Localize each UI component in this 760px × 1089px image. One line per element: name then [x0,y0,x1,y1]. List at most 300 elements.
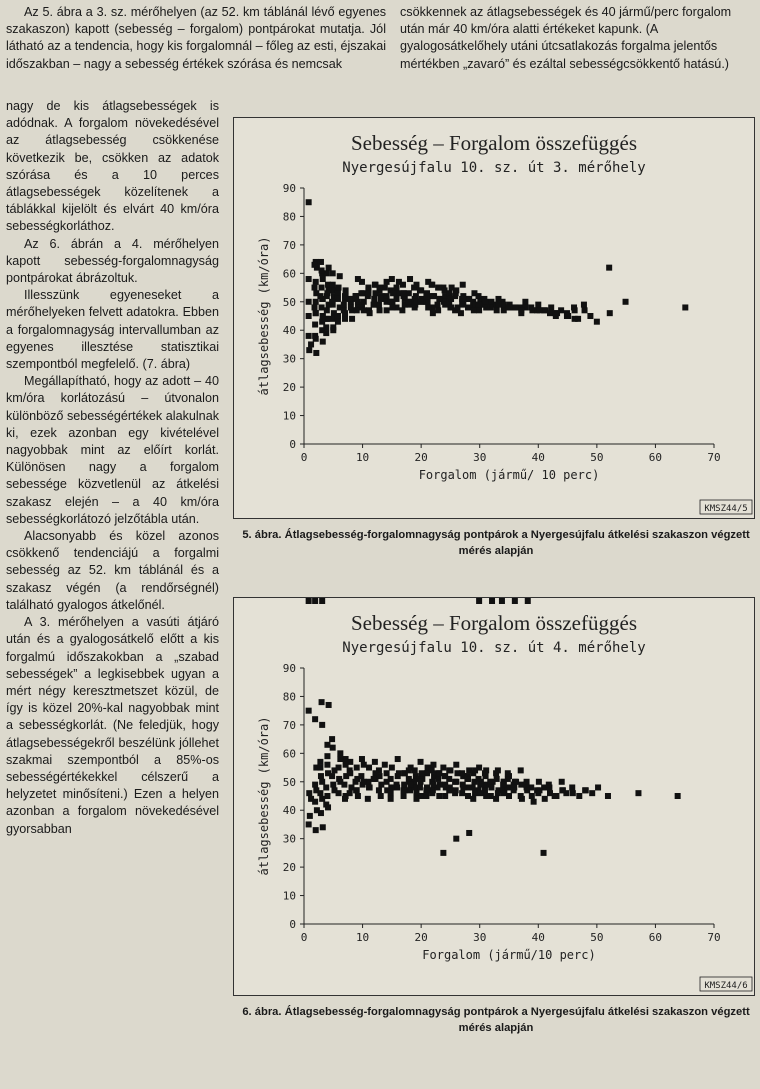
data-point [465,304,471,310]
right-top-paragraph [400,4,752,73]
data-point [529,793,535,799]
data-point [390,290,396,296]
data-point [407,276,413,282]
y-tick-label: 0 [289,438,296,451]
y-tick-label: 80 [282,210,296,224]
data-point [313,279,319,285]
data-point [417,784,423,790]
data-point [389,784,395,790]
data-point [324,742,330,748]
data-point [384,279,390,285]
y-tick-label: 40 [282,804,296,818]
data-point [589,790,595,796]
data-point [394,285,400,291]
data-point [675,793,681,799]
data-point [358,290,364,296]
data-point [306,199,312,205]
data-point [372,290,378,296]
figure-5-chart [234,118,754,518]
data-point [442,773,448,779]
data-point [388,299,394,305]
data-point [453,287,459,293]
data-point [313,310,319,316]
data-point [408,782,414,788]
data-point [623,299,629,305]
data-point [306,790,312,796]
y-tick-label: 60 [282,747,296,761]
x-tick-label: 20 [414,451,428,464]
y-axis-label: átlagsebesség (km/óra) [257,236,271,396]
data-point [347,790,353,796]
left-column [6,98,219,838]
data-point [337,273,343,279]
data-point [389,276,395,282]
data-point [388,790,394,796]
data-point [389,304,395,310]
data-point [412,767,418,773]
data-point [361,779,367,785]
data-point [446,290,452,296]
data-point [325,804,331,810]
data-point [541,850,547,856]
data-point [511,787,517,793]
data-point [319,285,325,291]
data-point [319,296,325,302]
data-point [435,307,441,313]
data-point [682,304,688,310]
data-point [453,836,459,842]
data-point [376,787,382,793]
data-point [335,319,341,325]
data-point [319,699,325,705]
data-point [323,784,329,790]
figure-5-caption: 5. ábra. Átlagsebesség-forgalomnagyság pontpárok a Nyergesújfalu átkelési szakaszon végzett mérés alapján [242,529,750,557]
paragraph-6: A 3. mérőhelyen a vasúti átjáró után és a gyalogosátkelő előtt a kis forgalmú időszakokban a „szabad sebességek” a legkisebbek ugyan a mért négy keresztmetszet közül, de így is közel 20%-kal nagyobbak mint a sebességkorlát. (Ne feledjük, hogy átlagsebességekről beszélünk jóllehet szakmai szempontból a 85%-os sebességértékekkel célszerű a helyzetet minősíteni.) Ezen a helyen azonban a forgalom növekedésével gyorsabban [6,615,219,836]
data-point [448,296,454,302]
data-point [423,793,429,799]
y-tick-label: 10 [282,889,296,903]
data-point [365,796,371,802]
data-point [313,299,319,305]
chart-subtitle: Nyergesújfalu 10. sz. út 4. mérőhely [342,640,646,656]
data-point [312,782,318,788]
data-point [319,267,325,273]
x-tick-label: 70 [707,931,721,944]
data-point [440,765,446,771]
data-point [513,779,519,785]
data-point [320,276,326,282]
data-point [312,322,318,328]
data-point [353,787,359,793]
data-point [495,767,501,773]
figure-6-chart [234,598,754,995]
data-point [442,793,448,799]
data-point [466,830,472,836]
data-point [324,762,330,768]
data-point [325,316,331,322]
data-point [377,285,383,291]
data-point [336,285,342,291]
data-point [342,310,348,316]
x-tick-label: 10 [355,451,370,464]
figure-5 [233,117,755,519]
data-point [512,304,518,310]
data-point [348,304,354,310]
data-point [405,299,411,305]
data-point [337,750,343,756]
data-point [607,310,613,316]
data-point [425,299,431,305]
x-axis-label: Forgalom (jármű/10 perc) [422,948,596,962]
data-point [582,787,588,793]
x-tick-label: 20 [414,931,428,944]
x-tick-label: 30 [473,931,487,944]
data-point [413,790,419,796]
figure-6 [233,597,755,996]
data-point [371,296,377,302]
right-top-text: csökkennek az átlagsebességek és 40 jármű/perc forgalom után már 40 km/óra alatti értékeket kapunk. (A gyalogosátkelőhely utáni útcsatlakozás forgalma jelentős mértékben „zavaró” és ezáltal sebességcsökkentő hatású.) [400,5,732,71]
data-point [308,341,314,347]
data-point [329,299,335,305]
y-tick-label: 90 [282,662,296,675]
data-point [330,270,336,276]
data-point [330,745,336,751]
data-point [317,790,323,796]
data-point [359,756,365,762]
data-point [482,770,488,776]
y-tick-label: 70 [282,238,296,252]
x-tick-label: 50 [590,451,604,464]
data-point [402,787,408,793]
data-point [384,307,390,313]
data-point [376,302,382,308]
data-point [605,793,611,799]
x-tick-label: 30 [473,451,487,464]
data-point [505,770,511,776]
data-point [343,293,349,299]
data-point [569,784,575,790]
data-point [547,310,553,316]
data-point [335,313,341,319]
data-point [371,776,377,782]
data-point [559,787,565,793]
data-point [518,767,524,773]
data-point [329,736,335,742]
data-point [470,796,476,802]
data-point [306,299,312,305]
data-point [471,307,477,313]
data-point [476,302,482,308]
data-point [429,767,435,773]
data-point [418,299,424,305]
data-point [447,787,453,793]
data-point [319,304,325,310]
data-point [472,790,478,796]
data-point [401,782,407,788]
data-point [430,762,436,768]
data-point [525,598,531,604]
data-point [313,827,319,833]
data-point [306,333,312,339]
data-point [324,270,330,276]
data-point [594,319,600,325]
data-point [355,793,361,799]
data-point [336,765,342,771]
data-point [413,796,419,802]
data-point [559,779,565,785]
paragraph-2: Az 6. ábrán a 4. mérőhelyen kapott sebesség-forgalomnagyság pontpárokat ábrázoltuk. [6,236,219,286]
data-point [553,313,559,319]
data-point [452,779,458,785]
y-tick-label: 80 [282,690,296,704]
y-tick-label: 30 [282,352,296,366]
data-point [361,299,367,305]
y-tick-label: 10 [282,409,296,423]
data-point [317,759,323,765]
data-point [494,776,500,782]
data-point [313,350,319,356]
data-point [430,310,436,316]
x-tick-label: 10 [355,931,370,944]
data-point [324,793,330,799]
data-point [359,279,365,285]
data-point [358,773,364,779]
data-point [436,296,442,302]
data-point [494,307,500,313]
data-point [493,796,499,802]
data-point [453,762,459,768]
data-point [476,307,482,313]
x-tick-label: 60 [648,931,663,944]
data-point [418,759,424,765]
data-point [372,759,378,765]
data-point [472,767,478,773]
data-point [353,293,359,299]
data-point [528,304,534,310]
data-point [399,307,405,313]
data-point [506,793,512,799]
data-point [413,282,419,288]
data-point [436,793,442,799]
data-point [570,790,576,796]
data-point [430,293,436,299]
chart-title: Sebesség – Forgalom összefüggés [351,131,637,155]
data-point [519,796,525,802]
data-point [319,319,325,325]
data-point [347,770,353,776]
data-point [336,790,342,796]
data-point [366,765,372,771]
data-point [464,773,470,779]
data-point [378,793,384,799]
data-point [535,302,541,308]
data-point [354,307,360,313]
data-point [312,262,318,268]
y-tick-label: 50 [282,775,296,789]
data-point [319,796,325,802]
data-point [572,316,578,322]
data-point [548,304,554,310]
data-point [425,787,431,793]
x-tick-label: 50 [590,931,604,944]
data-point [587,313,593,319]
data-point [500,782,506,788]
data-point [318,773,324,779]
data-point [312,285,318,291]
data-point [436,770,442,776]
data-point [324,753,330,759]
data-point [371,302,377,308]
data-point [342,316,348,322]
data-point [400,282,406,288]
data-point [330,324,336,330]
chart-title: Sebesség – Forgalom összefüggés [351,611,637,635]
y-tick-label: 90 [282,182,296,195]
data-point [522,299,528,305]
data-point [335,290,341,296]
data-point [320,339,326,345]
data-point [478,790,484,796]
data-point [459,296,465,302]
x-tick-label: 40 [531,451,545,464]
data-point [459,790,465,796]
data-point [353,779,359,785]
data-point [446,767,452,773]
data-point [319,598,325,604]
data-point [388,796,394,802]
y-tick-label: 60 [282,267,296,281]
data-point [499,598,505,604]
data-point [476,598,482,604]
y-tick-label: 20 [282,861,296,875]
data-point [440,850,446,856]
data-point [394,784,400,790]
data-point [571,304,577,310]
data-point [460,784,466,790]
data-point [361,762,367,768]
x-tick-label: 0 [300,451,308,464]
data-point [536,787,542,793]
data-point [312,304,318,310]
data-point [401,793,407,799]
data-point [576,793,582,799]
data-point [406,290,412,296]
intro-text: Az 5. ábra a 3. sz. mérőhelyen (az 52. km táblánál lévő egyenes szakaszon) kapott (sebesség – forgalom) pontpárokat mutatja. Jól látható az a tendencia, hogy kis forgalomnál – főleg az esti, éjszakai időszakban – nagy a sebesség értékek szórása és nemcsak [6,5,386,71]
data-point [318,810,324,816]
data-point [323,330,329,336]
figure-stamp: KMSZ44/5 [704,504,748,514]
data-point [389,765,395,771]
y-tick-label: 0 [289,918,296,931]
y-axis-label: átlagsebesség (km/óra) [257,716,271,876]
data-point [361,307,367,313]
data-point [495,790,501,796]
data-point [349,316,355,322]
data-point [454,770,460,776]
data-point [342,796,348,802]
data-point [343,287,349,293]
data-point [384,779,390,785]
data-point [306,347,312,353]
x-tick-label: 0 [300,931,308,944]
data-point [542,796,548,802]
data-point [435,776,441,782]
data-point [318,259,324,265]
data-point [489,598,495,604]
data-point [378,782,384,788]
y-tick-label: 40 [282,324,296,338]
data-point [306,313,312,319]
data-point [355,299,361,305]
data-point [341,782,347,788]
data-point [382,285,388,291]
data-point [501,790,507,796]
figure-6-caption: 6. ábra. Átlagsebesség-forgalomnagyság pontpárok a Nyergesújfalu átkelési szakaszon végzett mérés alapján [242,1006,750,1034]
data-point [312,598,318,604]
data-point [454,304,460,310]
data-point [512,598,518,604]
data-point [552,793,558,799]
data-point [330,282,336,288]
data-point [306,276,312,282]
chart-subtitle: Nyergesújfalu 10. sz. út 3. mérőhely [342,160,646,176]
data-point [458,310,464,316]
data-point [335,296,341,302]
data-point [564,310,570,316]
data-point [377,307,383,313]
data-point [324,307,330,313]
data-point [306,821,312,827]
data-point [384,770,390,776]
data-point [635,790,641,796]
data-point [518,310,524,316]
x-tick-label: 60 [648,451,663,464]
data-point [466,784,472,790]
data-point [307,813,313,819]
data-point [581,302,587,308]
data-point [396,770,402,776]
data-point [483,793,489,799]
y-tick-label: 70 [282,718,296,732]
data-point [326,702,332,708]
data-point [423,293,429,299]
data-point [326,265,332,271]
x-tick-label: 70 [707,451,721,464]
data-point [366,784,372,790]
data-point [417,287,423,293]
data-point [536,779,542,785]
y-tick-label: 50 [282,295,296,309]
data-point [582,307,588,313]
x-axis-label: Forgalom (jármű/ 10 perc) [418,468,600,482]
data-point [495,302,501,308]
data-point [476,293,482,299]
data-point [448,304,454,310]
data-point [337,756,343,762]
data-point [306,598,312,604]
data-point [465,793,471,799]
data-point [319,779,325,785]
data-point [435,302,441,308]
data-point [418,779,424,785]
data-point [531,799,537,805]
intro-paragraph [6,4,386,73]
data-point [317,765,323,771]
data-point [354,765,360,771]
data-point [460,282,466,288]
data-point [306,708,312,714]
data-point [320,824,326,830]
